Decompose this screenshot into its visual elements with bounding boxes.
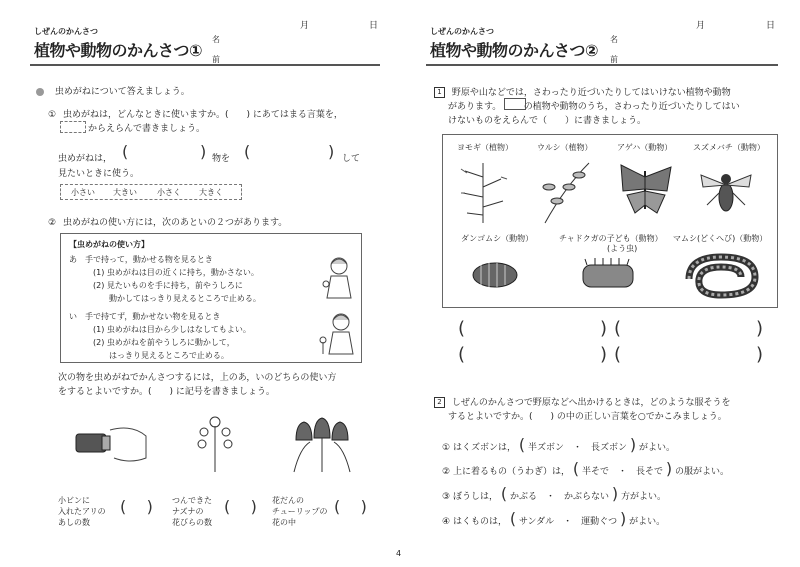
item-tulip-l1: 花だんの bbox=[272, 496, 304, 505]
chadokuga-caterpillar-icon bbox=[577, 253, 639, 297]
creature-label: アゲハ（動物） bbox=[617, 143, 673, 152]
q2-item-num: ② bbox=[442, 467, 451, 477]
page-number: 4 bbox=[396, 549, 402, 558]
option-close: ) bbox=[629, 435, 637, 454]
page-title: 植物や動物のかんさつ① bbox=[34, 41, 203, 60]
q1-num: 1 bbox=[434, 87, 445, 98]
q2-line1 bbox=[434, 395, 731, 408]
option-close: ) bbox=[611, 484, 619, 503]
item-tulip bbox=[272, 495, 327, 528]
answer-4-open[interactable]: ( bbox=[614, 344, 622, 365]
day-label: 日 bbox=[766, 21, 776, 31]
usage-b-head: い 手で持てず，動かせない物を見るとき bbox=[69, 312, 221, 321]
usage-a-head: あ 手で持って，動かせる物を見るとき bbox=[69, 255, 213, 264]
usage-a-2: (2) 見たいものを手に持ち，前やうしろに bbox=[93, 281, 243, 290]
yomogi-icon bbox=[453, 157, 513, 225]
q2-item-text: はくものは， bbox=[452, 517, 507, 527]
usage-box-title: 【虫めがねの使い方】 bbox=[69, 240, 149, 249]
item-nazuna-l1: つんできた bbox=[172, 496, 212, 505]
series-label: しぜんのかんさつ bbox=[34, 27, 98, 36]
creature-box bbox=[442, 134, 778, 308]
choice-item: 小さく bbox=[157, 188, 181, 197]
usage-b-1: (1) 虫めがねは目から少しはなしてもよい。 bbox=[93, 325, 251, 334]
word-box-ref bbox=[60, 121, 86, 133]
answer-2-close: ) bbox=[756, 318, 764, 339]
option-close: ) bbox=[620, 509, 627, 528]
answer-tulip[interactable]: ( ) bbox=[334, 497, 367, 516]
nazuna-flower-icon bbox=[190, 410, 240, 474]
usage-b-2: (2) 虫めがねを前やうしろに動かして， bbox=[93, 338, 235, 347]
answer-blank-2[interactable]: ( bbox=[244, 142, 251, 161]
answer-2-open[interactable]: ( bbox=[614, 318, 622, 339]
q2-item-2 bbox=[442, 459, 729, 478]
hornet-icon bbox=[695, 163, 757, 217]
creature-label: マムシ(どくへび)（動物） bbox=[673, 234, 768, 243]
after-text-2: をするとよいですか。( ) に記号を書きましょう。 bbox=[58, 387, 275, 397]
month-label: 月 bbox=[696, 21, 706, 31]
q2-item-end: の服がよい。 bbox=[674, 467, 729, 477]
item-nazuna bbox=[172, 495, 212, 528]
answer-ant[interactable]: ( ) bbox=[120, 497, 153, 516]
q2-item-3 bbox=[442, 484, 666, 503]
answer-3-close: ) bbox=[600, 344, 608, 365]
item-ant bbox=[58, 495, 106, 528]
q2-line bbox=[48, 215, 287, 228]
answer-1-close: ) bbox=[600, 318, 608, 339]
q1-num: ① bbox=[48, 110, 57, 120]
q2-item-text: ぼうしは， bbox=[452, 492, 498, 502]
girl-flower-icon bbox=[319, 310, 355, 356]
usage-b-3: はっきり見えるところで止める。 bbox=[109, 351, 229, 360]
q2-item-1 bbox=[442, 435, 675, 454]
answer-blank-2-close: ) bbox=[328, 142, 335, 161]
item-ant-l3: あしの数 bbox=[58, 518, 90, 527]
bullet-icon bbox=[36, 88, 44, 96]
q2-item-end: がよい。 bbox=[638, 443, 675, 453]
after-text-1: 次の物を虫めがねでかんさつするには，上のあ，いのどちらの使い方 bbox=[58, 373, 337, 383]
q2-num: 2 bbox=[434, 397, 445, 408]
q1-line2 bbox=[60, 121, 205, 134]
item-ant-l1: 小ビンに bbox=[58, 496, 90, 505]
q2-item-end: 方がよい。 bbox=[620, 492, 666, 502]
answer-blank-1-close: ) bbox=[200, 142, 207, 161]
name-label-2: 前 bbox=[610, 55, 618, 64]
option-close: ) bbox=[665, 459, 673, 478]
q2-text-2: するとよいですか。( ) の中の正しい言葉を○でかこみましょう。 bbox=[448, 412, 727, 422]
q1-sentence-c: して bbox=[342, 154, 361, 164]
q1-text-3: けないものをえらんで（ ）に書きましょう。 bbox=[448, 116, 647, 126]
girl-magnifier-icon bbox=[321, 254, 355, 300]
month-label: 月 bbox=[300, 21, 310, 31]
bottle-hand-icon bbox=[70, 418, 150, 468]
answer-4-close: ) bbox=[756, 344, 764, 365]
q2-item-num: ③ bbox=[442, 492, 451, 502]
q1-line1 bbox=[434, 85, 731, 98]
creature-label: チャドクガの子ども（動物） bbox=[559, 234, 663, 243]
q2-item-text: はくズボンは， bbox=[452, 443, 516, 453]
q2-item-num: ① bbox=[442, 443, 451, 453]
q2-options[interactable]: サンダル ・ 運動ぐつ bbox=[518, 517, 618, 527]
option-open: ( bbox=[518, 435, 526, 454]
q2-options[interactable]: かぶる ・ かぶらない bbox=[509, 492, 609, 502]
q2-num: ② bbox=[48, 218, 57, 228]
usage-a-1: (1) 虫めがねは目の近くに持ち，動かさない。 bbox=[93, 268, 259, 277]
q2-item-num: ④ bbox=[442, 517, 451, 527]
day-label: 日 bbox=[369, 21, 379, 31]
title-rule bbox=[30, 64, 380, 66]
title-rule bbox=[426, 64, 778, 66]
ref-box bbox=[504, 98, 526, 110]
right-worksheet bbox=[400, 0, 800, 567]
intro-text bbox=[36, 84, 190, 97]
q1-text-1: 虫めがねは，どんなときに使いますか。( ) にあてはまる言葉を， bbox=[62, 110, 343, 120]
q1-text-1: 野原や山などでは，さわったり近づいたりしてはいけない植物や動物 bbox=[451, 88, 731, 98]
q2-options[interactable]: 半ズボン ・ 長ズボン bbox=[527, 443, 627, 453]
item-tulip-l3: 花の中 bbox=[272, 518, 296, 527]
q2-text-1: しぜんのかんさつで野原などへ出かけるときは，どのような服そうを bbox=[451, 398, 731, 408]
ageha-butterfly-icon bbox=[615, 161, 677, 217]
q1-text-2: があります。 の植物や動物のうち，さわったり近づいたりしてはい bbox=[448, 102, 740, 112]
option-open: ( bbox=[509, 509, 517, 528]
answer-3-open[interactable]: ( bbox=[458, 344, 466, 365]
q1-sentence-d: 見たいときに使う。 bbox=[58, 169, 140, 179]
option-open: ( bbox=[572, 459, 580, 478]
answer-blank-1[interactable]: ( bbox=[122, 142, 129, 161]
q1-line1 bbox=[48, 107, 343, 120]
q2-options[interactable]: 半そで ・ 長そで bbox=[581, 467, 663, 477]
intro-label: 虫めがねについて答えましょう。 bbox=[54, 87, 190, 97]
q2-item-end: がよい。 bbox=[629, 517, 666, 527]
tulip-icon bbox=[290, 412, 354, 474]
option-open: ( bbox=[500, 484, 508, 503]
item-tulip-l2: チューリップの bbox=[272, 507, 328, 516]
q1-text-2: からえらんで書きましょう。 bbox=[88, 124, 206, 134]
item-nazuna-l3: 花びらの数 bbox=[172, 518, 212, 527]
answer-1-open[interactable]: ( bbox=[458, 318, 466, 339]
choice-item: 大きい bbox=[113, 188, 137, 197]
page-title: 植物や動物のかんさつ② bbox=[430, 41, 599, 60]
choice-item: 大きく bbox=[199, 188, 223, 197]
pillbug-icon bbox=[465, 255, 525, 295]
name-label: 名 bbox=[610, 35, 618, 44]
urushi-icon bbox=[535, 157, 595, 225]
creature-sublabel: (よう虫) bbox=[607, 244, 638, 253]
q2-text: 虫めがねの使い方には，次のあといの２つがあります。 bbox=[62, 218, 288, 228]
choice-item: 小さい bbox=[71, 188, 95, 197]
item-nazuna-l2: ナズナの bbox=[172, 507, 204, 516]
creature-label: ダンゴムシ（動物） bbox=[461, 234, 534, 243]
q2-item-4 bbox=[442, 509, 665, 528]
name-label: 名 bbox=[212, 35, 220, 44]
creature-label: ウルシ（植物） bbox=[537, 143, 593, 152]
q1-sentence-b: 物を bbox=[212, 154, 231, 164]
creature-label: ヨモギ（植物） bbox=[457, 143, 513, 152]
mamushi-snake-icon bbox=[679, 249, 763, 299]
name-label-2: 前 bbox=[212, 55, 220, 64]
choice-box bbox=[60, 184, 242, 200]
answer-nazuna[interactable]: ( ) bbox=[224, 497, 257, 516]
usage-a-3: 動かしてはっきり見えるところで止める。 bbox=[109, 294, 261, 303]
creature-label: スズメバチ（動物） bbox=[693, 143, 765, 152]
item-ant-l2: 入れたアリの bbox=[58, 507, 106, 516]
q2-item-text: 上に着るもの（うわぎ）は， bbox=[452, 467, 570, 477]
usage-box bbox=[60, 233, 362, 363]
q1-sentence-a: 虫めがねは， bbox=[58, 154, 113, 164]
series-label: しぜんのかんさつ bbox=[430, 27, 494, 36]
